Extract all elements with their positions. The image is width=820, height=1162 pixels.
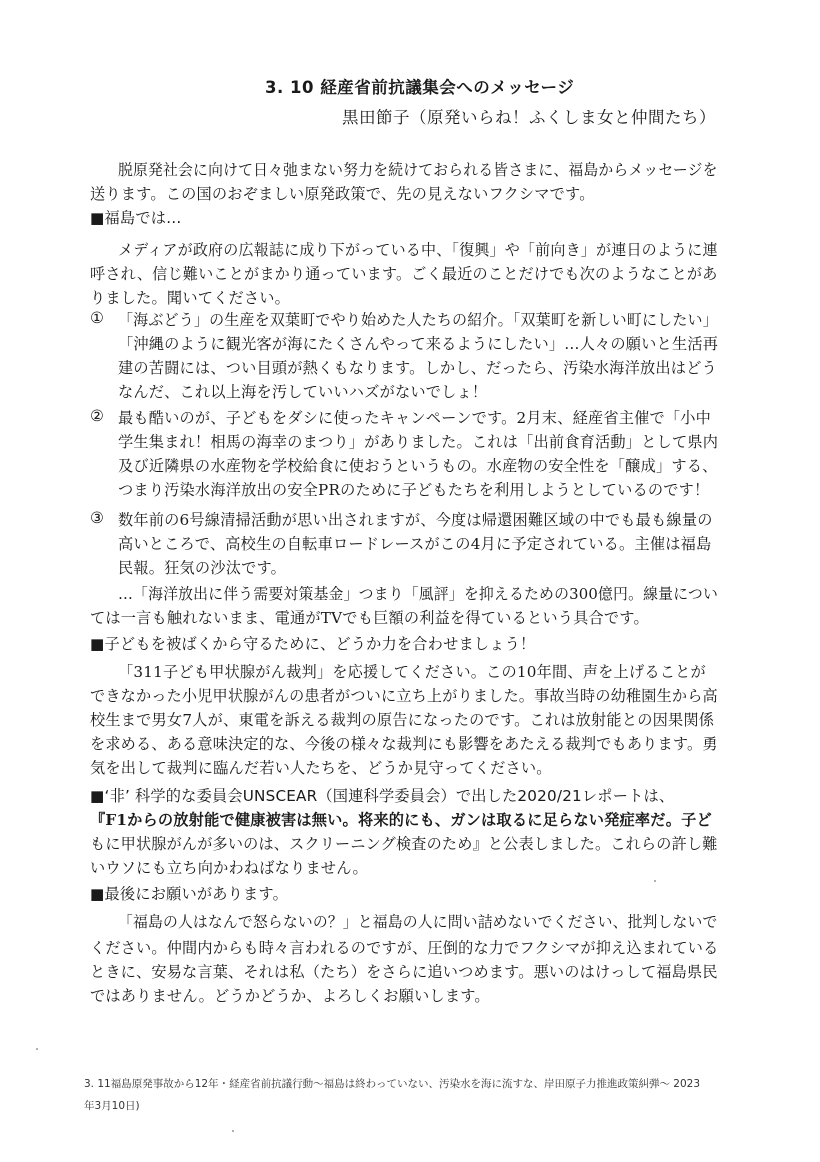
quote-line: 『F1からの放射能で健康被害は無い。将来的にも、ガンは取るに足らない発症率だ。子ど: [90, 811, 712, 829]
body-line: 送ります。この国のおぞましい原発政策で、先の見えないフクシマです。: [90, 185, 595, 203]
section-heading: ■福島では…: [90, 209, 182, 227]
body-line: メディアが政府の広報誌に成り下がっている中、「復興」や「前向き」が連日のように連: [118, 241, 718, 259]
author-line: 黒田節子（原発いらね！ふくしま女と仲間たち）: [342, 108, 716, 127]
footer-note: 3. 11福島原発事故から12年・経産省前抗議行動～福島は終わっていない、汚染水を海に流すな、岸田原子力推進政策糾弾～ 2023: [84, 1078, 701, 1090]
body-line: を求める、ある意味決定的な、今後の様々な裁判にも影響をあたえる裁判でもあります。勇: [90, 735, 718, 753]
list-item-line: 民報。狂気の沙汰です。: [118, 559, 287, 577]
list-item-line: 建の苦闘には、つい目頭が熱くもなります。しかし、だったら、汚染水海洋放出はどう: [118, 359, 717, 377]
list-item-line: なんだ、これ以上海を汚していいハズがないでしょ！: [118, 383, 488, 401]
body-line: ではありません。どうかどうか、よろしくお願いします。: [90, 987, 490, 1005]
footer-note: 年3月10日): [84, 1100, 140, 1112]
item-number-3: ③: [90, 509, 104, 527]
body-line: 呼され、信じ難いことがまかり通っています。ごく最近のことだけでも次のようなことがあ: [90, 265, 718, 283]
section-heading: ■最後にお願いがあります。: [90, 885, 288, 903]
body-line: ときに、安易な言葉、それは私（たち）をさらに追いつめます。悪いのはけっして福島県民: [90, 963, 718, 981]
item-number-2: ②: [90, 407, 104, 425]
section-heading: ■子どもを被ばくから守るために、どうか力を合わせましょう！: [90, 635, 536, 653]
list-item-line: 学生集まれ！相馬の海幸のまつり」がありました。これは「出前食育活動」として県内: [118, 433, 719, 451]
body-line: りました。聞いてください。: [90, 289, 291, 307]
body-line: できなかった小児甲状腺がんの患者がついに立ち上がりました。事故当時の幼稚園生から高: [90, 687, 718, 705]
scan-speck: [232, 1130, 234, 1132]
body-line: ては一言も触れないまま、電通がTVでも巨額の利益を得ているという具合です。: [90, 609, 649, 627]
scan-speck: [654, 880, 656, 882]
quote-line: もに甲状腺がんが多いのは、スクリーニング検査のため』と公表しました。これらの許し難: [90, 835, 718, 853]
list-item-line: 数年前の6号線清掃活動が思い出されますが、今度は帰還困難区域の中でも最も線量の: [118, 511, 713, 529]
body-line: いウソにも立ち向かわねばなりません。: [90, 859, 368, 877]
section-heading: ■‘非’ 科学的な委員会UNSCEAR（国連科学委員会）で出した2020/21レポートは、: [90, 787, 675, 805]
body-line: ください。仲間内からも時々言われるのですが、圧倒的な力でフクシマが抑え込まれている: [90, 939, 719, 957]
body-line: 脱原発社会に向けて日々弛まない努力を続けておられる皆さまに、福島からメッセージを: [118, 161, 718, 179]
body-line: 「福島の人はなんで怒らないの？」と福島の人に問い詰めないでください、批判しないで: [118, 913, 718, 931]
body-line: 気を出して裁判に臨んだ若い人たちを、どうか見守ってください。: [90, 759, 552, 777]
body-line: …「海洋放出に伴う需要対策基金」つまり「風評」を抑えるための300億円。線量につい: [118, 585, 719, 603]
body-line: 校生まで男女7人が、東電を訴える裁判の原告になったのです。これは放射能との因果関係: [90, 711, 715, 729]
scan-speck: [36, 1048, 38, 1050]
list-item-line: 「海ぶどう」の生産を双葉町でやり始めた人たちの紹介。「双葉町を新しい町にしたい」: [118, 311, 718, 329]
list-item-line: 高いところで、高校生の自転車ロードレースがこの4月に予定されている。主催は福島: [118, 535, 712, 553]
list-item-line: 及び近隣県の水産物を学校給食に使おうというもの。水産物の安全性を「醸成」する、: [118, 457, 718, 475]
list-item-line: 最も酷いのが、子どもをダシに使ったキャンペーンです。2月末、経産省主催で「小中: [118, 409, 712, 427]
document-title: 3. 10 経産省前抗議集会へのメッセージ: [265, 78, 575, 97]
list-item-line: つまり汚染水海洋放出の安全PRのために子どもたちを利用しようとしているのです！: [118, 481, 710, 499]
body-line: 「311子ども甲状腺がん裁判」を応援してください。この10年間、声を上げることが: [118, 663, 706, 681]
item-number-1: ①: [90, 309, 104, 327]
list-item-line: 「沖縄のように観光客が海にたくさんやって来るようにしたい」…人々の願いと生活再: [118, 335, 719, 353]
